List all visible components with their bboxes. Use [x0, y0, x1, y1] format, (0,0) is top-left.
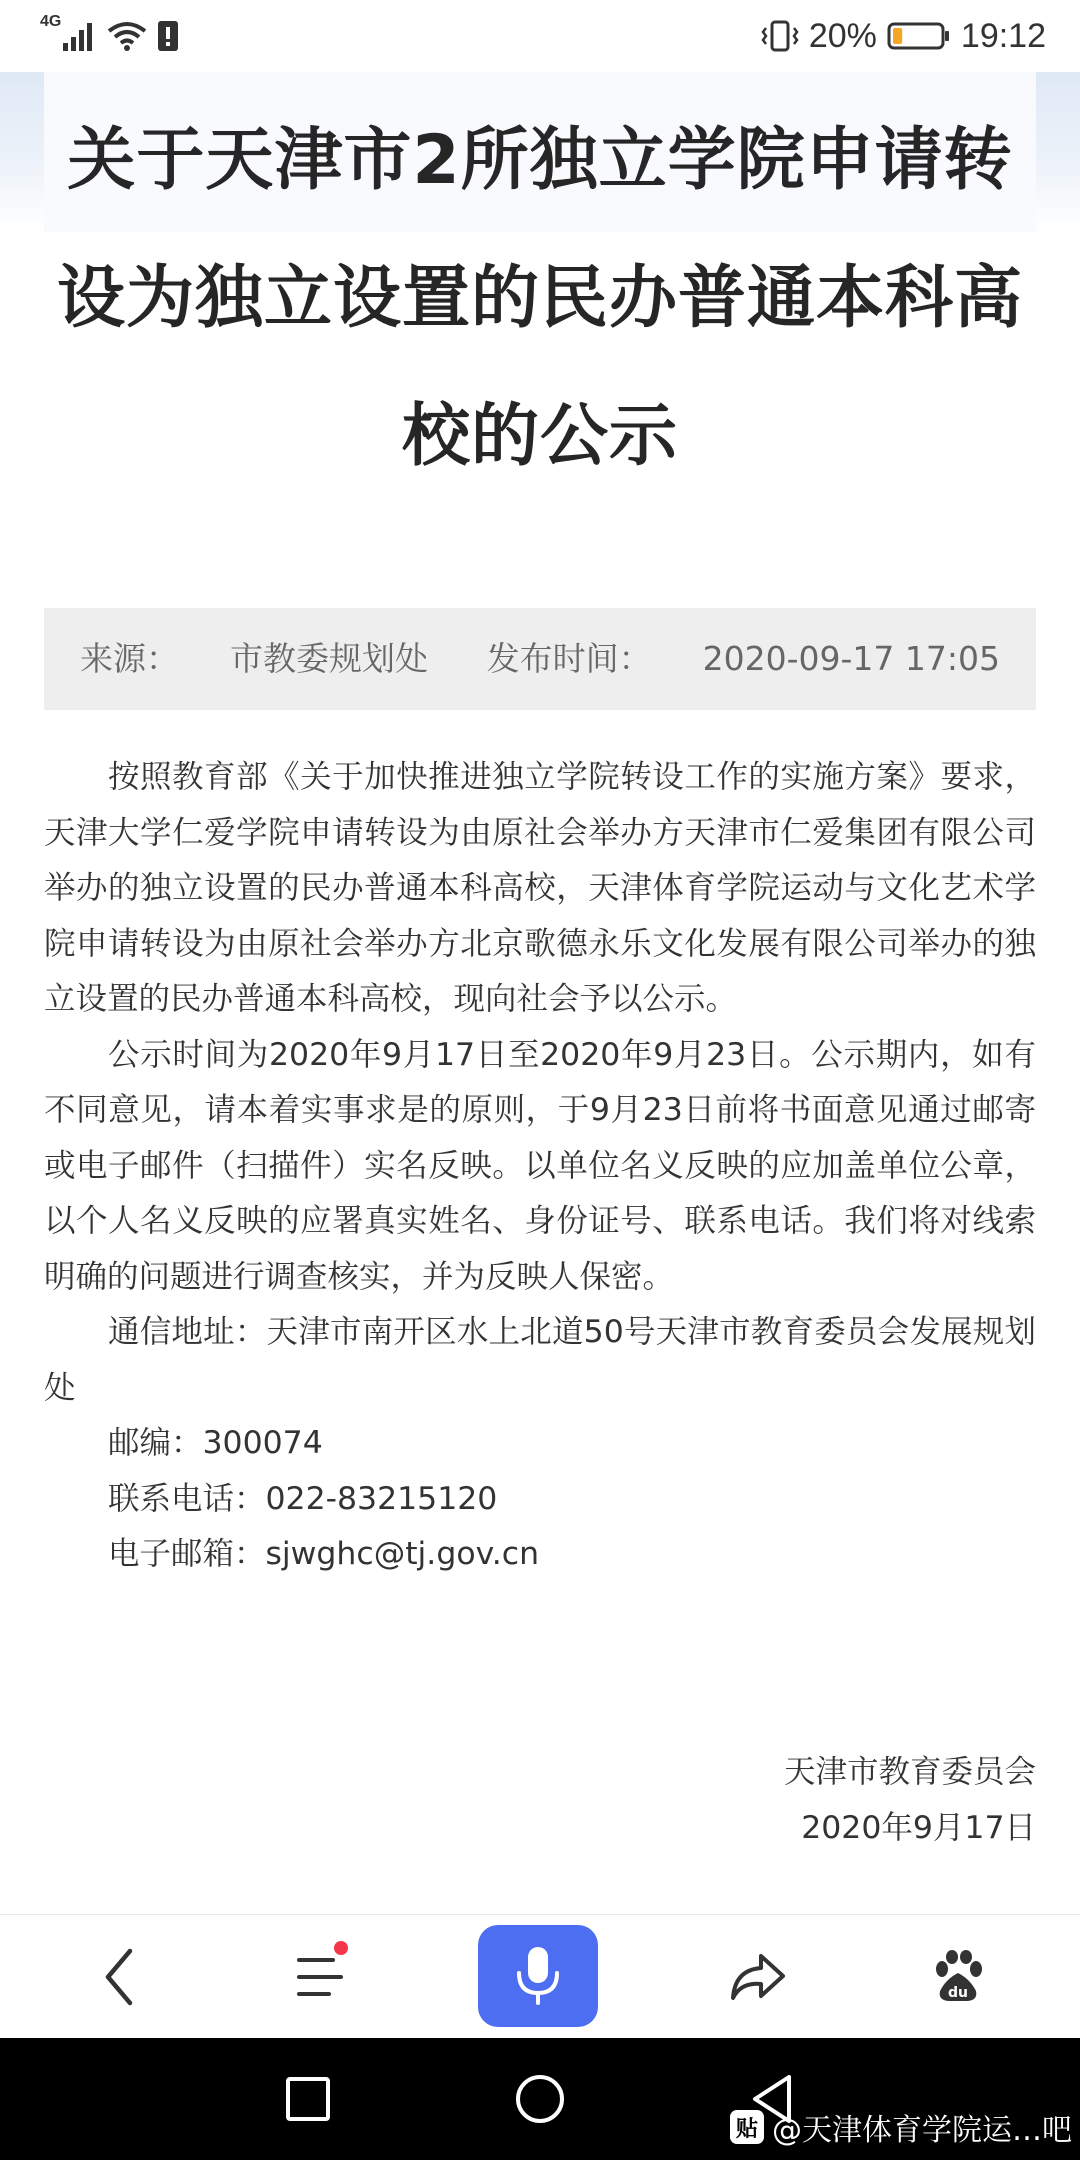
- square-icon: [285, 2076, 331, 2122]
- signature-date: 2020年9月17日: [801, 1810, 1036, 1846]
- tieba-watermark: [730, 2104, 1072, 2150]
- article-title: 关于天津市2所独立学院申请转设为独立设置的民办普通本科高校的公示: [56, 121, 1023, 476]
- source-value: 市教委规划处: [230, 639, 428, 678]
- battery-icon: [887, 21, 951, 51]
- vibrate-icon: [761, 20, 799, 52]
- battery-percent: 20%: [808, 16, 877, 55]
- contact-postcode: 邮编：300074: [108, 1425, 323, 1461]
- status-right: [761, 14, 1046, 58]
- system-nav-bar: [0, 2038, 1080, 2160]
- wifi-icon: [107, 21, 147, 51]
- article-meta: [44, 608, 1036, 710]
- microphone-icon: [513, 1945, 563, 2007]
- browser-toolbar: [0, 1914, 1080, 2039]
- back-button[interactable]: [60, 1915, 180, 2039]
- status-bar: [0, 0, 1080, 72]
- alert-icon: [157, 20, 179, 52]
- share-button[interactable]: [698, 1915, 818, 2039]
- recent-apps-button[interactable]: [248, 2038, 368, 2160]
- publish-time-line: [487, 608, 1000, 710]
- notification-dot: [334, 1941, 348, 1955]
- svg-text:du: du: [948, 1985, 968, 2001]
- publish-time-label: 发布时间：: [486, 639, 652, 678]
- source-line: [80, 608, 428, 710]
- tieba-badge: 贴: [730, 2110, 764, 2144]
- paragraph: 公示时间为2020年9月17日至2020年9月23日。公示期内，如有不同意见，请本着实事求是的原则，于9月23日前将书面意见通过邮寄或电子邮件（扫描件）实名反映。以单位名义反映的应加盖单位公章，以个人名义反映的应署真实姓名、身份证号、联系电话。我们将对线索明确的问题进行调查核实，并为反映人保密。: [44, 1036, 1036, 1295]
- contact-phone: 联系电话：022-83215120: [108, 1480, 498, 1517]
- menu-button[interactable]: [262, 1915, 382, 2039]
- clock: 19:12: [960, 16, 1046, 55]
- share-icon: [727, 1950, 789, 2004]
- article-body: [44, 750, 1036, 1583]
- source-label: 来源：: [80, 639, 179, 678]
- signature-org: 天津市教育委员会: [783, 1754, 1036, 1790]
- contact-email: 电子邮箱：sjwghc@tj.gov.cn: [108, 1536, 540, 1572]
- circle-icon: [514, 2073, 566, 2125]
- paragraph: 按照教育部《关于加快推进独立学院转设工作的实施方案》要求，天津大学仁爱学院申请转设为由原社会举办方天津市仁爱集团有限公司举办的独立设置的民办普通本科高校，天津体育学院运动与文化艺术学院申请转设为由原社会举办方北京歌德永乐文化发展有限公司举办的独立设置的民办普通本科高校，现向社会予以公示。: [44, 759, 1036, 1017]
- signal-icon: [63, 21, 97, 51]
- baidu-home-button[interactable]: [898, 1915, 1018, 2039]
- baidu-paw-icon: [930, 1949, 986, 2005]
- watermark-text: @天津体育学院运…吧: [772, 2113, 1072, 2148]
- publish-time-value: 2020-09-17 17:05: [702, 639, 1000, 678]
- chevron-left-icon: [100, 1947, 140, 2007]
- network-type: 4G: [40, 13, 62, 30]
- voice-search-button[interactable]: [478, 1925, 598, 2027]
- menu-icon: [295, 1952, 349, 2002]
- home-button[interactable]: [480, 2038, 600, 2160]
- contact-address: 通信地址：天津市南开区水上北道50号天津市教育委员会发展规划处: [44, 1314, 1036, 1406]
- status-left: [40, 14, 179, 58]
